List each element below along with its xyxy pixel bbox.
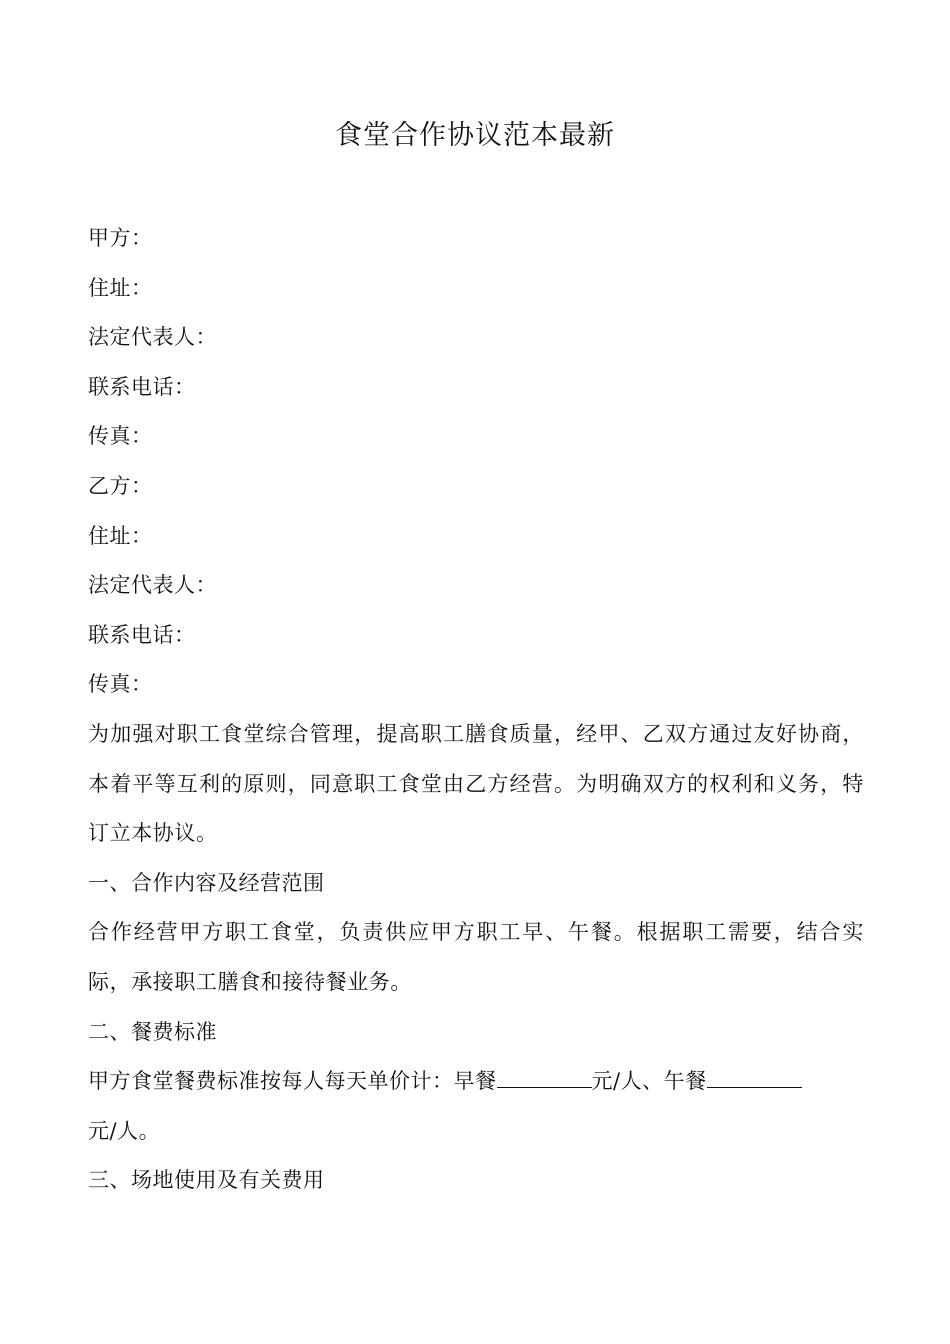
party-b-fax-label: 传真： <box>88 672 153 697</box>
document-title: 食堂合作协议范本最新 <box>335 120 615 151</box>
meal-price-text-3: 元/人。 <box>88 1118 161 1143</box>
lunch-price-blank <box>707 1069 802 1088</box>
party-a-fax-label: 传真： <box>88 424 153 449</box>
party-a-name-label: 甲方： <box>88 226 153 250</box>
document-body <box>88 214 864 1206</box>
section-1-paragraph: 合作经营甲方职工食堂，负责供应甲方职工早、午餐。根据职工需要，结合实际，承接职工膳食和接待餐业务。 <box>88 920 864 994</box>
party-a-phone-label: 联系电话： <box>88 374 196 399</box>
party-a-address-label: 住址： <box>88 275 153 300</box>
party-b-representative-label: 法定代表人： <box>88 573 217 598</box>
party-a-representative-label: 法定代表人： <box>88 325 217 350</box>
party-b-phone-label: 联系电话： <box>88 622 196 647</box>
section-2-heading: 二、餐费标准 <box>88 1019 217 1044</box>
intro-paragraph: 为加强对职工食堂综合管理，提高职工膳食质量，经甲、乙双方通过友好协商，本着平等互利的原则，同意职工食堂由乙方经营。为明确双方的权利和义务，特订立本协议。 <box>88 721 864 846</box>
section-2-paragraph <box>88 1057 864 1107</box>
meal-price-text-1: 甲方食堂餐费标准按每人每天单价计：早餐 <box>88 1069 497 1094</box>
party-b-address-label: 住址： <box>88 523 153 548</box>
meal-price-text-2: 元/人、午餐 <box>591 1069 707 1094</box>
breakfast-price-blank <box>497 1069 592 1088</box>
party-b-name-label: 乙方： <box>88 473 153 498</box>
section-1-heading: 一、合作内容及经营范围 <box>88 870 325 895</box>
section-3-heading: 三、场地使用及有关费用 <box>88 1168 325 1193</box>
